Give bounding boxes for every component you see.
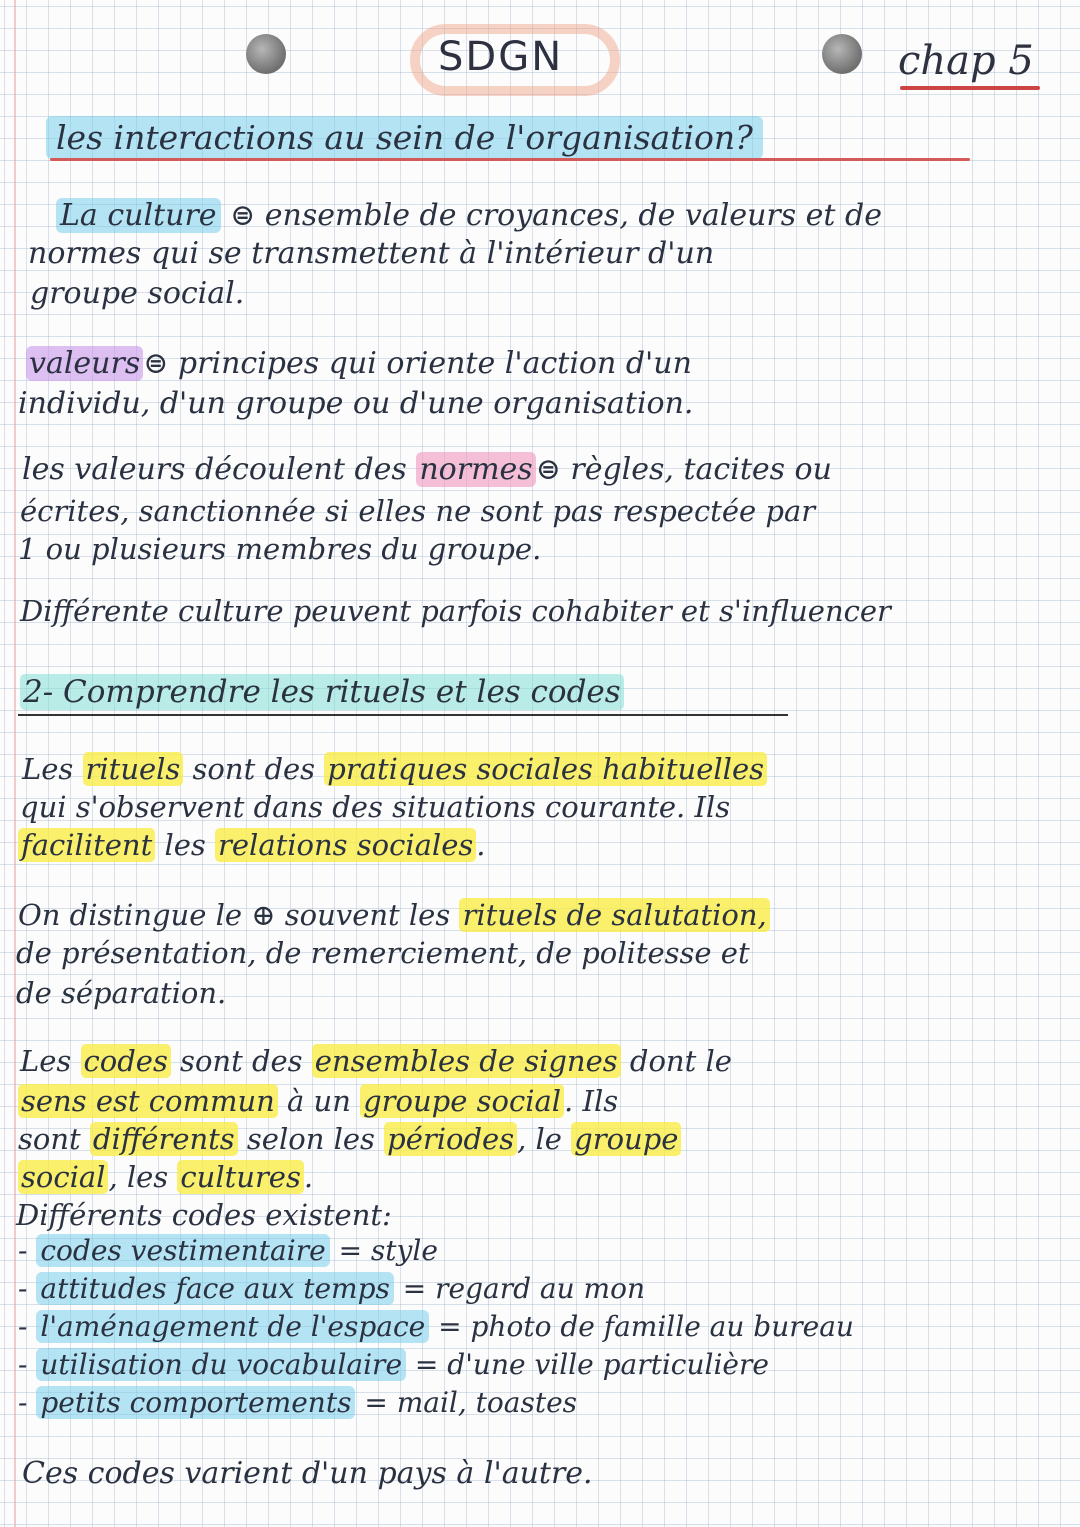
codes-l3a: sont bbox=[18, 1122, 90, 1156]
codes-periodes: périodes bbox=[384, 1122, 517, 1156]
margin-line bbox=[14, 0, 16, 1527]
code-list-term: codes vestimentaire bbox=[36, 1234, 329, 1267]
section-2-underline bbox=[18, 714, 788, 716]
codes-ensembles: ensembles de signes bbox=[312, 1044, 621, 1078]
codes-line-1 bbox=[20, 1044, 732, 1078]
distingue-l1a: On distingue le ⊕ souvent les bbox=[18, 898, 460, 932]
valeurs-def-1: ⊜ principes qui oriente l'action d'un bbox=[143, 346, 692, 381]
code-list-item: - attitudes face aux temps = regard au mon bbox=[18, 1272, 645, 1305]
codes-groupe-social: groupe social bbox=[360, 1084, 564, 1118]
codes-l1e: dont le bbox=[620, 1044, 732, 1078]
codes-line-2 bbox=[18, 1084, 618, 1118]
codes-l2d: . Ils bbox=[564, 1084, 619, 1118]
main-question bbox=[46, 118, 763, 157]
valeurs-term: valeurs bbox=[26, 346, 143, 381]
code-list-item: - codes vestimentaire = style bbox=[18, 1234, 438, 1267]
section-2-heading-text: 2- Comprendre les rituels et les codes bbox=[20, 674, 624, 710]
culture-def-1: ⊜ ensemble de croyances, de valeurs et de bbox=[220, 198, 882, 233]
codes-l3c: selon les bbox=[237, 1122, 385, 1156]
code-list-item: - l'aménagement de l'espace = photo de famille au bureau bbox=[18, 1310, 854, 1343]
codes-l1a: Les bbox=[20, 1044, 81, 1078]
binder-hole-right bbox=[822, 34, 862, 74]
codes-l1c: sont des bbox=[170, 1044, 312, 1078]
codes-l4d: . bbox=[303, 1160, 314, 1194]
distingue-line-2: de présentation, de remerciement, de politesse et bbox=[16, 936, 750, 970]
header-title bbox=[410, 24, 610, 94]
codes-l2b: à un bbox=[277, 1084, 361, 1118]
normes-line-2: écrites, sanctionnée si elles ne sont pas respectée par bbox=[20, 494, 816, 528]
cultures-line: Différente culture peuvent parfois cohabiter et s'influencer bbox=[20, 594, 891, 628]
codes-differents: différents bbox=[90, 1122, 238, 1156]
rituels-relations: relations sociales bbox=[215, 828, 476, 862]
code-list-value: = photo de famille au bureau bbox=[438, 1310, 854, 1343]
rituels-pratiques: pratiques sociales habituelles bbox=[324, 752, 767, 786]
rituels-l1a: Les bbox=[22, 752, 83, 786]
rituels-line-2: qui s'observent dans des situations courante. Ils bbox=[20, 790, 731, 824]
code-list-value: = mail, toastes bbox=[364, 1386, 578, 1419]
codes-term: codes bbox=[81, 1044, 171, 1078]
valeurs-line-1 bbox=[26, 346, 692, 381]
distingue-rituels: rituels de salutation, bbox=[459, 898, 769, 932]
culture-line-1 bbox=[56, 198, 882, 233]
culture-line-3: groupe social. bbox=[30, 276, 245, 311]
rituels-l3b: les bbox=[155, 828, 216, 862]
distingue-line-3: de séparation. bbox=[16, 976, 227, 1010]
main-question-text: les interactions au sein de l'organisation? bbox=[46, 116, 763, 159]
title-text: SDGN bbox=[438, 34, 564, 80]
rituels-l3d: . bbox=[476, 828, 486, 862]
culture-term: La culture bbox=[56, 198, 221, 233]
codes-line-3 bbox=[18, 1122, 681, 1156]
valeurs-line-2: individu, d'un groupe ou d'une organisation. bbox=[18, 386, 694, 421]
codes-social: social bbox=[18, 1160, 108, 1194]
section-2-heading bbox=[20, 674, 624, 710]
rituels-term: rituels bbox=[83, 752, 184, 786]
code-list-item: - petits comportements = mail, toastes bbox=[18, 1386, 578, 1419]
normes-line-1 bbox=[22, 452, 832, 487]
codes-line-4 bbox=[18, 1160, 313, 1194]
rituels-l1c: sont des bbox=[183, 752, 325, 786]
codes-groupe: groupe bbox=[571, 1122, 681, 1156]
normes-intro: les valeurs découlent des bbox=[22, 452, 417, 487]
code-list-value: = regard au mon bbox=[402, 1272, 645, 1305]
normes-def-1: ⊜ règles, tacites ou bbox=[535, 452, 832, 487]
codes-line-5: Différents codes existent: bbox=[16, 1198, 392, 1232]
code-list-value: = d'une ville particulière bbox=[414, 1348, 769, 1381]
chapter-label: chap 5 bbox=[898, 38, 1034, 84]
distingue-line-1 bbox=[18, 898, 770, 932]
codes-l4b: , les bbox=[108, 1160, 178, 1194]
normes-line-3: 1 ou plusieurs membres du groupe. bbox=[18, 532, 542, 566]
closing-line: Ces codes varient d'un pays à l'autre. bbox=[22, 1456, 593, 1491]
code-list-term: utilisation du vocabulaire bbox=[36, 1348, 406, 1381]
code-list-value: = style bbox=[338, 1234, 438, 1267]
codes-cultures: cultures bbox=[177, 1160, 303, 1194]
code-list-item: - utilisation du vocabulaire = d'une ville particulière bbox=[18, 1348, 769, 1381]
code-list-term: l'aménagement de l'espace bbox=[36, 1310, 429, 1343]
code-list-term: petits comportements bbox=[36, 1386, 355, 1419]
rituels-facilitent: facilitent bbox=[18, 828, 155, 862]
binder-hole-left bbox=[246, 34, 286, 74]
chapter-underline bbox=[900, 86, 1040, 90]
culture-line-2: normes qui se transmettent à l'intérieur d'un bbox=[28, 236, 715, 271]
codes-sens: sens est commun bbox=[18, 1084, 278, 1118]
codes-l3e: , le bbox=[517, 1122, 572, 1156]
rituels-line-1 bbox=[22, 752, 767, 786]
question-underline bbox=[50, 158, 970, 161]
normes-term: normes bbox=[416, 452, 535, 487]
code-list-term: attitudes face aux temps bbox=[36, 1272, 394, 1305]
rituels-line-3 bbox=[18, 828, 485, 862]
